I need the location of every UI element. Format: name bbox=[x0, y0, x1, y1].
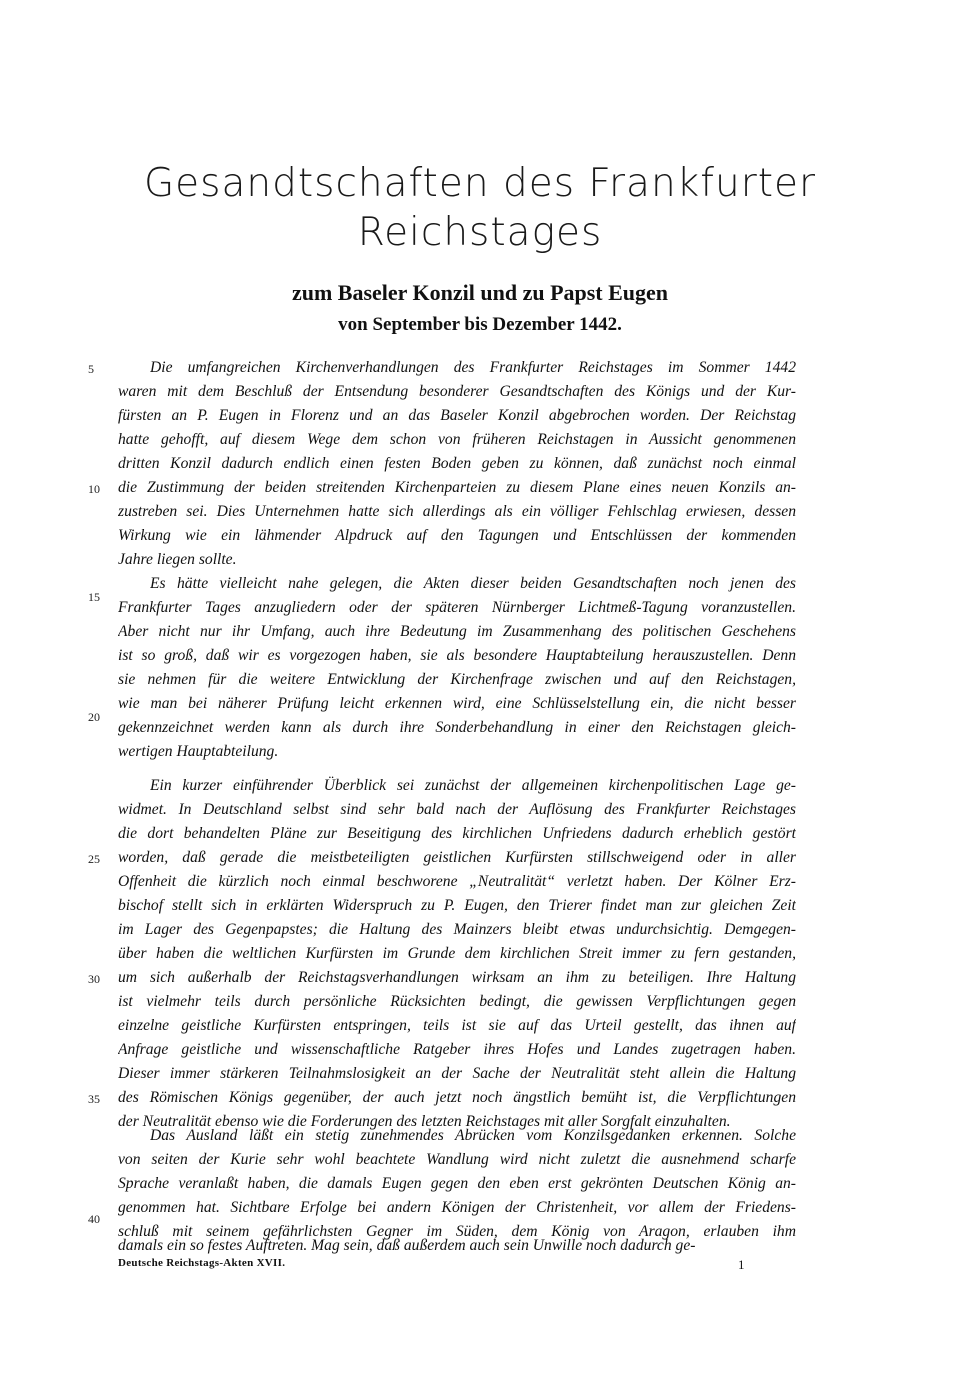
text-line: dritten Konzil dadurch endlich einen festen Boden geben zu können, daß zunächst noch einmal bbox=[118, 455, 796, 472]
text-line: Dieser immer stärkeren Teilnahmslosigkeit an der Sache der Neutralität steht allein die Haltung bbox=[118, 1065, 796, 1082]
text-line: einzelne geistliche Kurfürsten entspringen, teils ist sie auf das Urteil gestellt, das ihnen auf bbox=[118, 1017, 796, 1034]
subtitle-line-2: von September bis Dezember 1442. bbox=[338, 314, 622, 335]
line-number: 5 bbox=[88, 362, 94, 376]
line-number: 35 bbox=[88, 1092, 100, 1106]
text-line: des Römischen Königs gegenüber, der auch jetzt noch ängstlich bemüht ist, die Verpflichtungen bbox=[118, 1089, 796, 1106]
text-line: widmet. In Deutschland selbst sind sehr bald nach der Auflösung des Frankfurter Reichstages bbox=[118, 801, 796, 818]
text-line: Es hätte vielleicht nahe gelegen, die Akten dieser beiden Gesandtschaften noch jenen des bbox=[150, 575, 796, 592]
text-line: Sprache veranlaßt haben, die damals Eugen gegen den eben erst gekrönten Deutschen König an- bbox=[118, 1175, 796, 1192]
text-line: Jahre liegen sollte. bbox=[118, 551, 237, 568]
text-line: sie nehmen für die weitere Entwicklung der Kirchenfrage zwischen und auf den Reichstagen, bbox=[118, 671, 796, 688]
text-line: Offenheit die kürzlich noch einmal beschworene „Neutralität“ verletzt haben. Der Kölner Erz- bbox=[118, 873, 796, 890]
text-line: waren mit dem Beschluß der Entsendung besonderer Gesandtschaften des Königs und der Kur- bbox=[118, 383, 796, 400]
title-line-2: Reichstages bbox=[357, 210, 603, 255]
title-line-1: Gesandtschaften des Frankfurter bbox=[143, 161, 817, 206]
page-number: 1 bbox=[738, 1257, 745, 1272]
line-number: 20 bbox=[88, 710, 100, 724]
text-line: die Zustimmung der beiden streitenden Kirchenparteien zu diesem Plane eines neuen Konzils an- bbox=[118, 479, 796, 496]
footer-source: Deutsche Reichstags-Akten XVII. bbox=[118, 1257, 286, 1269]
text-line: ist vielmehr teils durch persönliche Rücksichten bedingt, die gewissen Verpflichtungen gegen bbox=[118, 993, 796, 1010]
text-line: zustreben sei. Dies Unternehmen hatte sich allerdings als ein völliger Fehlschlag erwiesen, dessen bbox=[118, 503, 796, 520]
line-number: 15 bbox=[88, 590, 100, 604]
text-line: schluß mit seinem gefährlichsten Gegner im Süden, dem König von Aragon, erlauben ihm bbox=[118, 1223, 796, 1240]
text-line: wie man bei näherer Prüfung leicht erkennen wird, eine Schlüsselstellung ein, die nicht besser bbox=[118, 695, 796, 712]
subtitle-line-1: zum Baseler Konzil und zu Papst Eugen bbox=[291, 280, 669, 305]
text-line: um sich außerhalb der Reichstagsverhandlungen wirksam an ihm zu beteiligen. Ihre Haltung bbox=[118, 969, 796, 986]
text-line: wertigen Hauptabteilung. bbox=[118, 743, 279, 760]
text-line: Das Ausland läßt ein stetig zunehmendes Abrücken vom Konzilsgedanken erkennen. Solche bbox=[150, 1127, 796, 1144]
text-line: bischof stellt sich in erklärten Widerspruch zu P. Eugen, den Trierer findet man zur gleichen Zeit bbox=[118, 897, 796, 914]
text-line: worden, daß gerade die meistbeteiligten geistlichen Kurfürsten stillschweigend oder in aller bbox=[118, 849, 796, 866]
text-line: der Neutralität ebenso wie die Forderungen des letzten Reichstages mit aller Sorgfalt einzuhalten. bbox=[118, 1113, 731, 1130]
text-line: fürsten an P. Eugen in Florenz und an das Baseler Konzil abgebrochen worden. Der Reichstag bbox=[118, 407, 796, 424]
text-line: die dort behandelten Pläne zur Beseitigung des kirchlichen Unfriedens dadurch erheblich gestört bbox=[118, 825, 796, 842]
text-line: Ein kurzer einführender Überblick sei zunächst der allgemeinen kirchenpolitischen Lage ge- bbox=[150, 777, 796, 794]
text-line: über haben die weltlichen Kurfürsten im Grunde dem kirchlichen Streit immer zu fern gestanden, bbox=[118, 945, 796, 962]
line-number: 30 bbox=[88, 972, 100, 986]
line-number: 10 bbox=[88, 482, 100, 496]
text-line: Die umfangreichen Kirchenverhandlungen des Frankfurter Reichstages im Sommer 1442 bbox=[150, 359, 796, 376]
text-line: gekennzeichnet werden kann als durch ihre Sonderbehandlung in einer den Reichstagen gleich- bbox=[118, 719, 796, 736]
line-number: 40 bbox=[88, 1212, 100, 1226]
text-line: Wirkung wie ein lähmender Alpdruck auf den Tagungen und Entschlüssen der kommenden bbox=[118, 527, 796, 544]
text-line: Frankfurter Tages anzugliedern oder der späteren Nürnberger Lichtmeß-Tagung voranzustellen. bbox=[118, 599, 796, 616]
text-line: hatte gehofft, auf diesem Wege dem schon von früheren Reichstagen in Aussicht genommenen bbox=[118, 431, 796, 448]
text-line: ist so groß, daß wir es vorgezogen haben, sie als besondere Hauptabteilung herauszustellen. Denn bbox=[118, 647, 796, 664]
text-line: von seiten der Kurie sehr wohl beachtete Wandlung wird nicht zuletzt die ausnehmend scharfe bbox=[118, 1151, 796, 1168]
text-line: Aber nicht nur ihr Umfang, auch ihre Bedeutung im Zusammenhang des politischen Geschehens bbox=[118, 623, 796, 640]
text-line: im Lager des Gegenpapstes; die Haltung des Mainzers bleibt etwas undurchsichtig. Demgegen- bbox=[118, 921, 796, 938]
text-line: damals ein so festes Auftreten. Mag sein, daß außerdem auch sein Unwille noch dadurch ge- bbox=[118, 1237, 696, 1254]
text-line: Anfrage geistliche und wissenschaftliche Ratgeber ihres Hofes und Landes zugetragen haben. bbox=[118, 1041, 796, 1058]
line-number: 25 bbox=[88, 852, 100, 866]
text-line: genommen hat. Sichtbare Erfolge bei andern Königen der Christenheit, vor allem der Friedens- bbox=[118, 1199, 796, 1216]
